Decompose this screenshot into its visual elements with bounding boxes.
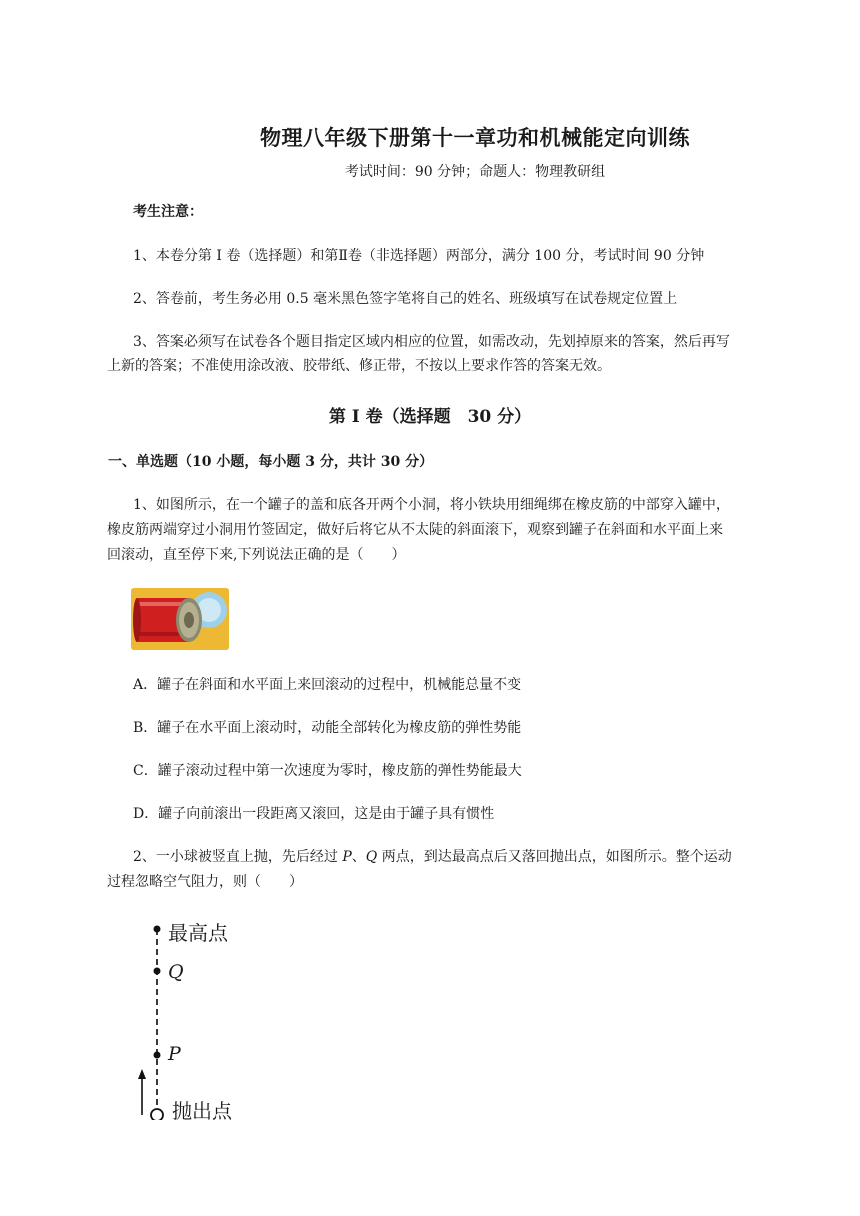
notice-heading: 考生注意： bbox=[133, 204, 203, 220]
label-q: Q bbox=[168, 961, 184, 983]
notice-item-3-cont: 上新的答案；不准使用涂改液、胶带纸、修正带，不按以上要求作答的答案无效。 bbox=[107, 358, 611, 374]
q1-option-b: B．罐子在水平面上滚动时，动能全部转化为橡皮筋的弹性势能 bbox=[133, 720, 522, 736]
q2-var-q: Q bbox=[365, 849, 378, 865]
launch-point-circle bbox=[151, 1109, 163, 1120]
page-title: 物理八年级下册第十一章功和机械能定向训练 bbox=[260, 125, 690, 150]
section-title: 第 I 卷（选择题 30 分） bbox=[328, 407, 532, 427]
q1-line-1: 1、如图所示，在一个罐子的盖和底各开两个小洞，将小铁块用细绳绑在橡皮筋的中部穿入罐中， bbox=[133, 497, 730, 513]
label-p: P bbox=[168, 1043, 181, 1065]
p-point-dot bbox=[154, 1052, 161, 1059]
label-highest-point: 最高点 bbox=[168, 921, 228, 945]
q1-option-d: D．罐子向前滚出一段距离又滚回，这是由于罐子具有惯性 bbox=[133, 806, 495, 822]
q-point-dot bbox=[154, 968, 161, 975]
q1-line-2: 橡皮筋两端穿过小洞用竹签固定，做好后将它从不太陡的斜面滚下，观察到罐子在斜面和水平面上来 bbox=[107, 522, 723, 538]
part-heading: 一、单选题（10 小题，每小题 3 分，共计 30 分） bbox=[108, 454, 434, 470]
q2-text-b: 两点，到达最高点后又落回抛出点，如图所示。整个运动 bbox=[377, 849, 732, 865]
q2-line-1 bbox=[133, 843, 732, 871]
label-launch-point: 抛出点 bbox=[172, 1099, 232, 1123]
rolling-can-image bbox=[131, 588, 229, 650]
notice-item-2: 2、答卷前，考生务必用 0.5 毫米黑色签字笔将自己的姓名、班级填写在试卷规定位置上 bbox=[133, 291, 678, 307]
notice-item-1: 1、本卷分第 I 卷（选择题）和第Ⅱ卷（非选择题）两部分，满分 100 分，考试时间 90 分钟 bbox=[133, 248, 705, 264]
q1-option-c: C．罐子滚动过程中第一次速度为零时，橡皮筋的弹性势能最大 bbox=[133, 763, 522, 779]
q2-sep: 、 bbox=[351, 849, 366, 865]
q2-text-a: 2、一小球被竖直上抛，先后经过 bbox=[133, 849, 343, 865]
q1-option-a: A．罐子在斜面和水平面上来回滚动的过程中，机械能总量不变 bbox=[133, 677, 522, 693]
exam-info: 考试时间：90 分钟；命题人：物理教研组 bbox=[344, 164, 606, 180]
top-point-dot bbox=[154, 926, 161, 933]
q2-line-2: 过程忽略空气阻力，则（ ） bbox=[107, 874, 303, 890]
q2-var-p: P bbox=[342, 849, 352, 865]
q1-line-3: 回滚动，直至停下来,下列说法正确的是（ ） bbox=[107, 547, 406, 563]
notice-item-3: 3、答案必须写在试卷各个题目指定区域内相应的位置，如需改动，先划掉原来的答案，然后再写 bbox=[133, 334, 730, 350]
vertical-throw-figure bbox=[130, 905, 260, 1123]
